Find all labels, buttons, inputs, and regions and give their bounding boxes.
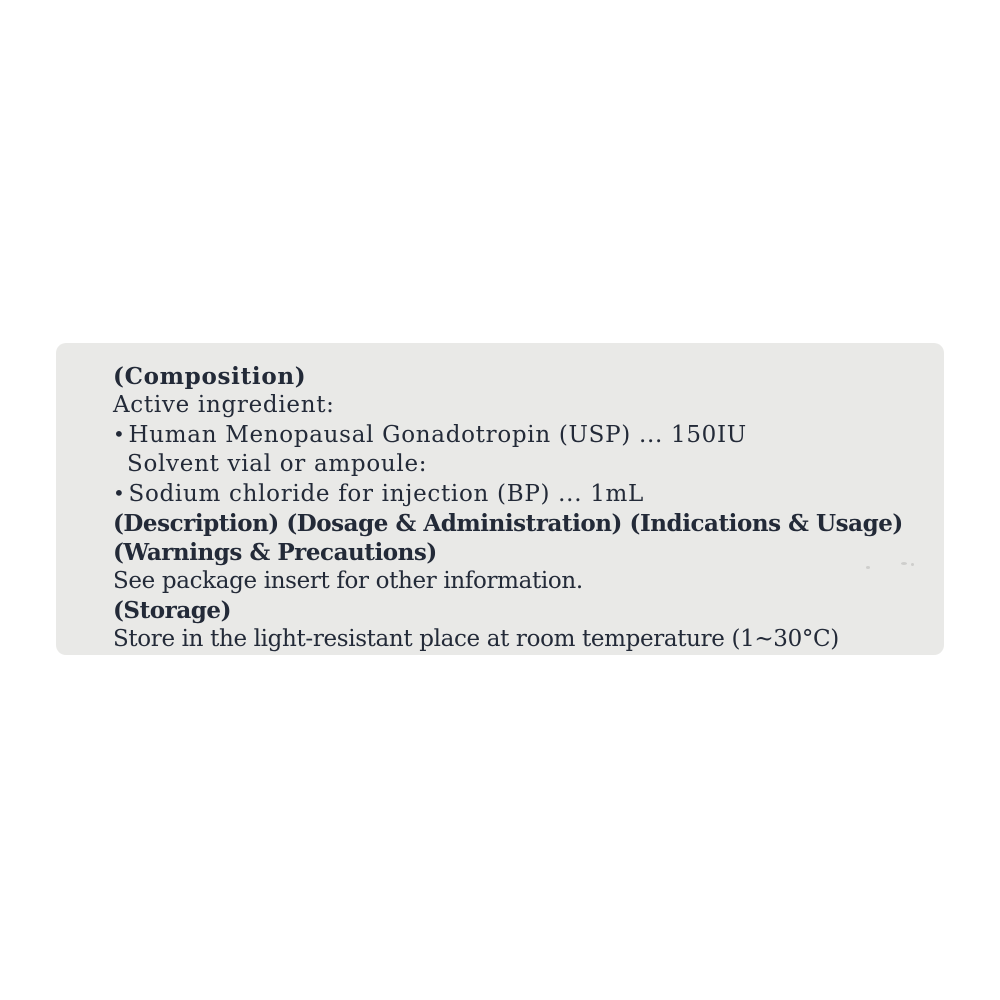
package-insert-note: See package insert for other information. xyxy=(113,568,583,594)
active-ingredient-text: Human Menopausal Gonadotropin (USP) ... 150IU xyxy=(128,422,747,448)
scan-artifact-speck xyxy=(901,562,907,565)
scan-artifact-speck xyxy=(911,563,914,566)
bullet-icon: • xyxy=(113,422,126,446)
solvent-label: Solvent vial or ampoule: xyxy=(127,451,428,477)
bullet-icon: • xyxy=(113,481,126,505)
storage-heading: (Storage) xyxy=(113,597,232,624)
drug-label-panel xyxy=(56,343,944,655)
composition-heading: (Composition) xyxy=(113,363,307,390)
solvent-item xyxy=(113,479,944,509)
active-ingredient-item xyxy=(113,420,944,450)
warnings-heading: (Warnings & Precautions) xyxy=(113,539,437,566)
active-ingredient-label: Active ingredient: xyxy=(113,392,335,418)
scan-artifact-speck xyxy=(866,566,870,569)
storage-instruction: Store in the light-resistant place at room temperature (1~30°C) xyxy=(113,626,839,652)
solvent-item-text: Sodium chloride for injection (BP) ... 1mL xyxy=(128,481,645,507)
other-sections-heading: (Description) (Dosage & Administration) (Indications & Usage) xyxy=(113,510,903,537)
